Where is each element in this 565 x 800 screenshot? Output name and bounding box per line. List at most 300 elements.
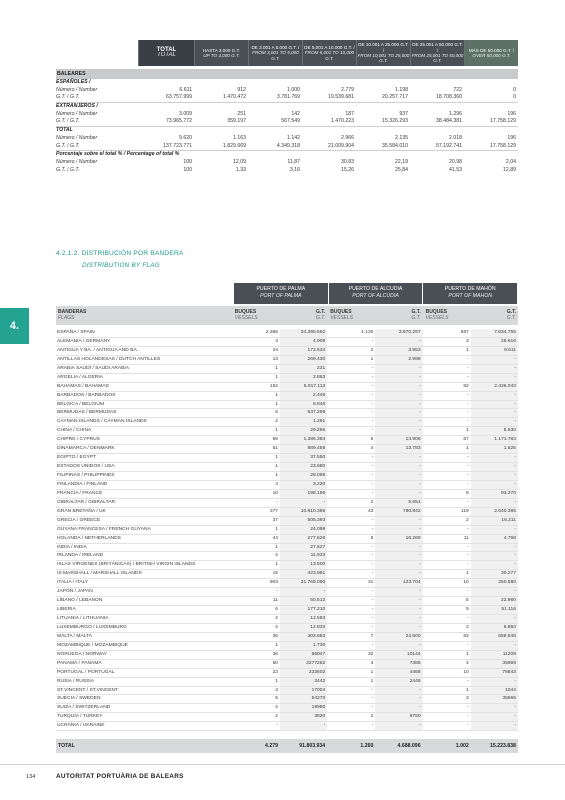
table-cell: 6750 [375, 713, 422, 721]
table-cell: - [375, 374, 422, 382]
table-row [56, 338, 518, 347]
flag-name: TURQUÍA / TURKEY [57, 714, 103, 720]
table-cell: - [371, 589, 374, 595]
table-cell: 5.530 [471, 427, 518, 435]
flag-name: PORTUGAL / PORTUGAL [57, 669, 115, 675]
row-label: G.T. / G.T. [56, 118, 80, 125]
table-cell: - [467, 419, 469, 425]
flag-name: CAYMAN ISLANDS / CAYMAN ISLANDS [57, 419, 147, 425]
table-cell: 1.525 [471, 445, 518, 453]
row-value: 3.009 [179, 110, 192, 117]
row-value: 6.611 [179, 86, 192, 93]
table-cell: 423.981 [280, 570, 327, 578]
table-cell: - [467, 473, 469, 478]
table-cell: 26.616 [471, 338, 518, 346]
column-header-es: DE 3.001 A 5.000 G.T. / [251, 44, 300, 50]
table-cell: - [471, 499, 518, 507]
table-cell: 1 [275, 455, 279, 461]
flag-name: GRAN BRETAÑA / UK [57, 508, 106, 514]
table-row [56, 490, 518, 499]
table-cell: 2 [466, 624, 469, 630]
table-row [56, 624, 518, 633]
flag-name: SUIZA / SWITZERLAND [57, 705, 111, 711]
flag-name: FINLANDIA / FINLAND [57, 481, 108, 487]
table-cell: - [371, 723, 374, 729]
table-cell: 1 [275, 562, 279, 568]
row-value: 567.549 [281, 118, 300, 125]
tonnage-table [56, 40, 518, 174]
row-value: 2,04 [505, 158, 516, 165]
table-cell: 5 [466, 607, 469, 613]
footer-title: AUTORITAT PORTUÀRIA DE BALEARS [56, 773, 184, 780]
table-cell: - [471, 642, 518, 650]
table-cell: 1 [275, 428, 279, 434]
flag-name: IRLANDA / IRELAND [57, 553, 104, 559]
table-row [56, 374, 518, 383]
table-cell: 6 [275, 410, 279, 416]
table-cell: 4468 [375, 669, 422, 677]
table-cell: - [375, 401, 422, 409]
row-value: 187 [345, 110, 354, 117]
table-cell: 76843 [471, 669, 518, 677]
table-row [56, 418, 518, 427]
row-value: 18.708.360 [436, 94, 462, 101]
table-cell: - [375, 570, 422, 578]
table-cell: 9.611 [471, 347, 518, 355]
data-row [56, 111, 518, 119]
table-cell: 1 [275, 401, 279, 407]
table-cell: 66047 [280, 651, 327, 659]
row-value: 1.000 [287, 86, 300, 93]
table-cell: 2 [275, 616, 279, 621]
row-value: 1.142 [287, 134, 300, 141]
port-name-es: PUERTO DE PALMA [256, 286, 306, 292]
table-cell: 2 [370, 499, 374, 505]
group-row [56, 79, 518, 87]
flag-name: JAPÓN / JAPAN [57, 589, 93, 595]
table-row [56, 427, 518, 436]
row-value: 25,84 [395, 166, 408, 173]
table-cell: - [375, 418, 422, 426]
row-value: 722 [453, 86, 462, 93]
table-cell: - [471, 704, 518, 712]
column-header [464, 40, 518, 66]
table-row [56, 392, 518, 401]
table-cell: 269.430 [280, 356, 327, 364]
row-value: 12,89 [503, 166, 516, 173]
table-cell: 2 [275, 705, 279, 711]
table-cell: 4 [466, 660, 469, 666]
flag-name: FILIPINAS / PHILIPPINES [57, 473, 115, 478]
flag-table-body [56, 329, 518, 731]
table-cell: - [467, 526, 469, 532]
column-header-en: FROM 10,001 TO 25,000 G.T. [357, 53, 410, 64]
data-row [56, 87, 518, 95]
table-cell: - [375, 606, 422, 614]
table-row [56, 347, 518, 356]
table-cell: - [467, 678, 469, 684]
table-cell: 1 [466, 446, 469, 452]
chapter-tab[interactable]: 4. [0, 308, 29, 344]
table-row [56, 570, 518, 579]
table-cell: - [371, 571, 374, 577]
table-cell: 54270 [280, 695, 327, 703]
total-cell: 15.223.838 [489, 743, 516, 750]
table-cell: 152 [269, 383, 279, 389]
row-value: 11,87 [287, 158, 300, 165]
table-cell: - [467, 589, 469, 595]
table-cell: 3.670.297 [375, 329, 422, 337]
table-cell: - [371, 624, 374, 630]
flag-name: ANTIGUA Y BA. / ANTIGUA AND BA. [57, 347, 139, 353]
table-cell: - [471, 472, 518, 480]
table-row [56, 454, 518, 463]
table-cell: 277.626 [280, 535, 327, 543]
data-row [56, 159, 518, 167]
table-cell: - [371, 553, 374, 559]
table-cell: 1 [466, 571, 469, 577]
table-row [56, 704, 518, 713]
alcudia-gt-header: G.T. G.T. [411, 309, 421, 321]
table-row [56, 642, 518, 651]
table-row [56, 472, 518, 481]
table-cell: 2 [275, 419, 279, 425]
table-cell: 13.783 [375, 445, 422, 453]
table-cell: 27.627 [280, 544, 327, 552]
table-cell: 50.512 [280, 597, 327, 605]
table-cell: 1 [370, 356, 374, 362]
table-cell: - [471, 544, 518, 552]
table-row [56, 356, 518, 365]
table-cell: 10 [463, 669, 469, 675]
table-cell: - [375, 383, 422, 391]
palma-gt-header: G.T. G.T. [315, 309, 326, 321]
table-cell: 10.610.396 [280, 508, 327, 516]
port-name-en: PORT OF ALCUDIA [352, 293, 399, 299]
table-cell: - [371, 607, 374, 613]
flag-name: ARABIA SAUDÍ / SAUDI ARABIA [57, 365, 130, 371]
flag-name: CHIPRE / CYPRUS [57, 437, 100, 443]
total-cell: 1.260 [360, 743, 374, 750]
table-cell: - [375, 517, 422, 525]
table-cell: 51 [272, 446, 279, 452]
flag-name: NORUEGA / NORWAY [57, 651, 107, 657]
row-value: 1.470.472 [222, 94, 246, 101]
table-cell: - [471, 526, 518, 534]
table-cell: 2 [370, 347, 374, 353]
table-cell: - [467, 705, 469, 711]
flag-name: PANAMÁ / PANAMA [57, 660, 102, 666]
table-cell: - [471, 365, 518, 373]
table-cell: 7 [370, 633, 374, 639]
table-cell: - [375, 338, 422, 346]
row-value: 251 [237, 110, 246, 117]
group-row [56, 126, 518, 135]
flag-name: INDIA / INDIA [57, 544, 87, 550]
table-cell: 1 [275, 678, 279, 684]
table-row [56, 409, 518, 418]
table-cell: 83 [463, 633, 469, 639]
table-cell: - [471, 401, 518, 409]
table-cell: 4 [275, 338, 279, 344]
column-header [302, 40, 356, 66]
table-cell: - [467, 392, 469, 398]
table-cell: 50 [272, 660, 279, 666]
flag-table-total-row [56, 739, 518, 753]
table-cell: 1 [275, 526, 279, 532]
table-cell: 3 [466, 696, 469, 702]
table-cell: 30.277 [471, 570, 518, 578]
table-cell: 1 [275, 473, 279, 478]
table-cell: 37.550 [280, 454, 327, 462]
row-value: 20,98 [449, 158, 462, 165]
table-cell: - [471, 409, 518, 417]
table-cell: 1 [466, 651, 469, 657]
table-cell: - [371, 526, 374, 532]
table-cell: - [375, 454, 422, 462]
table-cell: - [371, 544, 374, 550]
table-cell: - [371, 481, 374, 487]
table-cell: - [371, 419, 374, 425]
table-cell: - [375, 704, 422, 712]
table-cell: 4.758 [471, 535, 518, 543]
table-cell: 2.436.043 [471, 383, 518, 391]
column-header-es: HASTA 3.000 G.T. [202, 47, 241, 53]
table-cell: 11209 [471, 651, 518, 659]
table-cell: 6.846 [280, 401, 327, 409]
table-cell: 32 [367, 651, 374, 657]
table-cell: - [375, 365, 422, 373]
table-row [56, 606, 518, 615]
row-value: 63.757.999 [166, 94, 192, 101]
flag-name: GIBRALTAR / GIBRALTAR [57, 499, 116, 505]
table-cell: 1 [275, 365, 279, 371]
table-cell: 2 [466, 517, 469, 523]
table-cell: 5 [370, 535, 374, 541]
table-cell: - [471, 481, 518, 489]
table-cell: - [375, 695, 422, 703]
table-cell: - [467, 714, 469, 720]
table-cell: 6 [370, 437, 374, 443]
table-cell: - [375, 615, 422, 623]
data-row [56, 143, 518, 151]
row-label: Número / Number [56, 134, 98, 141]
table-row [56, 669, 518, 678]
flag-name: ITALIA / ITALY [57, 580, 89, 586]
table-row [56, 436, 518, 445]
table-cell: - [371, 705, 374, 711]
section-title: 4.2.1.2. DISTRIBUCIÓN POR BANDERA [56, 250, 184, 257]
row-value: 2.779 [341, 86, 354, 93]
table-cell: 903 [269, 580, 279, 586]
table-cell: 31.769.090 [280, 579, 327, 587]
port-header [423, 283, 517, 304]
table-row [56, 687, 518, 696]
row-value: 3,16 [289, 166, 300, 173]
row-value: 1.296 [449, 110, 462, 117]
table-cell: - [371, 365, 374, 371]
table-cell: 780.842 [375, 508, 422, 516]
table-cell: 3277262 [280, 660, 327, 668]
flag-distribution-table [56, 283, 518, 753]
row-value: 17.758.129 [490, 118, 516, 125]
row-label: ESPAÑOLES / [56, 79, 91, 85]
flag-name: FRANCIA / FRANCE [57, 490, 103, 496]
mahon-gt-header: G.T. G.T. [506, 309, 517, 321]
table-cell: - [371, 490, 374, 496]
table-cell: 119 [460, 508, 469, 514]
table-cell: 8.850 [471, 624, 518, 632]
total-cell: 4.279 [265, 743, 279, 750]
table-cell: - [467, 616, 469, 621]
mahon-vessels-header: BUQUES VESSELS [425, 309, 449, 321]
table-cell: 2 [275, 553, 279, 559]
table-cell: 5 [275, 696, 279, 702]
table-cell: 233602 [280, 669, 327, 677]
table-cell: 28.069 [280, 472, 327, 480]
table-cell: - [375, 561, 422, 569]
row-label: Número / Number [56, 158, 98, 165]
table-cell: 4.908 [280, 338, 327, 346]
table-cell: - [371, 696, 374, 702]
alcudia-vessels-header: BUQUES VESSELS [330, 309, 353, 321]
row-value: 9.620 [179, 134, 192, 141]
flag-name: RUSIA / RUSSIA [57, 678, 94, 684]
section-subtitle: DISTRIBUTION BY FLAG [82, 262, 160, 269]
table-cell: 5 [466, 598, 469, 604]
flags-column-header: BANDERAS FLAGS [58, 309, 87, 321]
table-row [56, 535, 518, 544]
row-value: 17.758.129 [490, 142, 516, 149]
table-row [56, 383, 518, 392]
table-cell: 16.211 [471, 517, 518, 525]
column-header-en: FROM 5,001 TO 10,000 G.T. [304, 50, 355, 61]
flag-name: MALTA / MALTA [57, 633, 92, 639]
column-header [138, 40, 194, 66]
table-cell: - [371, 562, 374, 568]
row-value: 912 [237, 86, 246, 93]
data-row [56, 94, 518, 102]
flag-name: LÍBANO / LEBANON [57, 598, 103, 604]
table-cell: 2.386 [265, 330, 279, 335]
data-row [56, 167, 518, 175]
table-row [56, 588, 518, 597]
table-row [56, 401, 518, 410]
flag-name: GRECIA / GREECE [57, 517, 101, 523]
table-cell: - [467, 464, 469, 470]
table-cell: 17004 [280, 687, 327, 695]
table-cell: - [276, 723, 279, 729]
table-cell: 34.396.562 [280, 329, 327, 337]
table-cell: 12.832 [280, 624, 327, 632]
row-value: 21.009.904 [328, 142, 354, 149]
table-cell: 51.116 [471, 606, 518, 614]
data-row [56, 118, 518, 126]
table-row [56, 678, 518, 687]
column-header-es: DE 5.001 A 10.000 G.T. / [304, 44, 355, 50]
table-cell: 10 [272, 490, 279, 496]
table-cell: - [375, 624, 422, 632]
table-cell: 16.269 [375, 535, 422, 543]
table-cell: - [467, 562, 469, 568]
group-row [56, 102, 518, 111]
table-cell: - [467, 499, 469, 505]
table-cell: 43 [367, 508, 374, 514]
table-cell: 3.953 [375, 347, 422, 355]
table-cell: 93.370 [471, 490, 518, 498]
table-cell: - [371, 392, 374, 398]
port-name-en: PORT OF MAHON [448, 293, 492, 299]
table-cell: - [375, 481, 422, 489]
column-header-en: UP TO 3,000 G.T. [203, 53, 240, 58]
flag-name: SUECIA / SWEDEN [57, 696, 101, 702]
table-cell: 1 [275, 464, 279, 470]
table-cell: 6 [275, 607, 279, 613]
table-row [56, 508, 518, 517]
row-value: 1,33 [235, 166, 246, 173]
table-cell: - [371, 374, 374, 380]
table-cell: - [467, 544, 469, 550]
table-cell: 3 [370, 660, 374, 666]
flag-name: ISLAS VÍRGENES (BRITÁNICAS) / BRITISH VIRGIN ISLANDS [57, 562, 196, 568]
table-cell: - [375, 552, 422, 560]
row-label: TOTAL [56, 127, 73, 134]
table-cell: - [471, 722, 518, 730]
table-cell: 7385 [375, 660, 422, 668]
table-row [56, 445, 518, 454]
table-row [56, 499, 518, 508]
column-header-en: FROM 25,001 TO 50,000 G.T. [411, 53, 464, 64]
table-cell: - [371, 455, 374, 461]
table-cell: - [467, 642, 469, 648]
row-value: 100 [183, 166, 192, 173]
total-cell: 91.803.934 [299, 743, 326, 750]
table-cell: 5.917.113 [280, 383, 327, 391]
row-value: 1.198 [395, 86, 408, 93]
table-cell: 14.906 [375, 436, 422, 444]
table-row [56, 722, 518, 731]
table-cell: 24.500 [375, 633, 422, 641]
table-cell: - [371, 687, 374, 693]
table-cell: - [375, 427, 422, 435]
table-cell: 3.220 [280, 481, 327, 489]
column-header [410, 40, 464, 66]
table-cell: - [471, 374, 518, 382]
table-cell: 67 [463, 437, 469, 443]
row-value: 142 [291, 110, 300, 117]
table-cell: - [375, 409, 422, 417]
row-value: 1.163 [233, 134, 246, 141]
table-cell: - [280, 499, 327, 507]
table-cell: - [467, 356, 469, 362]
table-cell: 23.680 [280, 463, 327, 471]
table-row [56, 695, 518, 704]
table-cell: - [467, 374, 469, 380]
table-cell: - [467, 365, 469, 371]
table-cell: - [467, 410, 469, 416]
tonnage-table-body [56, 79, 518, 174]
table-cell: 24.099 [280, 526, 327, 534]
table-cell: 10 [463, 580, 469, 586]
row-value: 0 [513, 86, 516, 93]
table-cell: - [371, 598, 374, 604]
tonnage-table-header [138, 40, 518, 66]
column-header-en: FROM 3,001 TO 5,000 G.T. [252, 50, 299, 61]
table-cell: - [467, 455, 469, 461]
table-cell: 44 [272, 535, 279, 541]
flag-name: MOZAMBIQUE / MOZAMBIQUE [57, 642, 128, 648]
table-cell: - [471, 678, 518, 686]
